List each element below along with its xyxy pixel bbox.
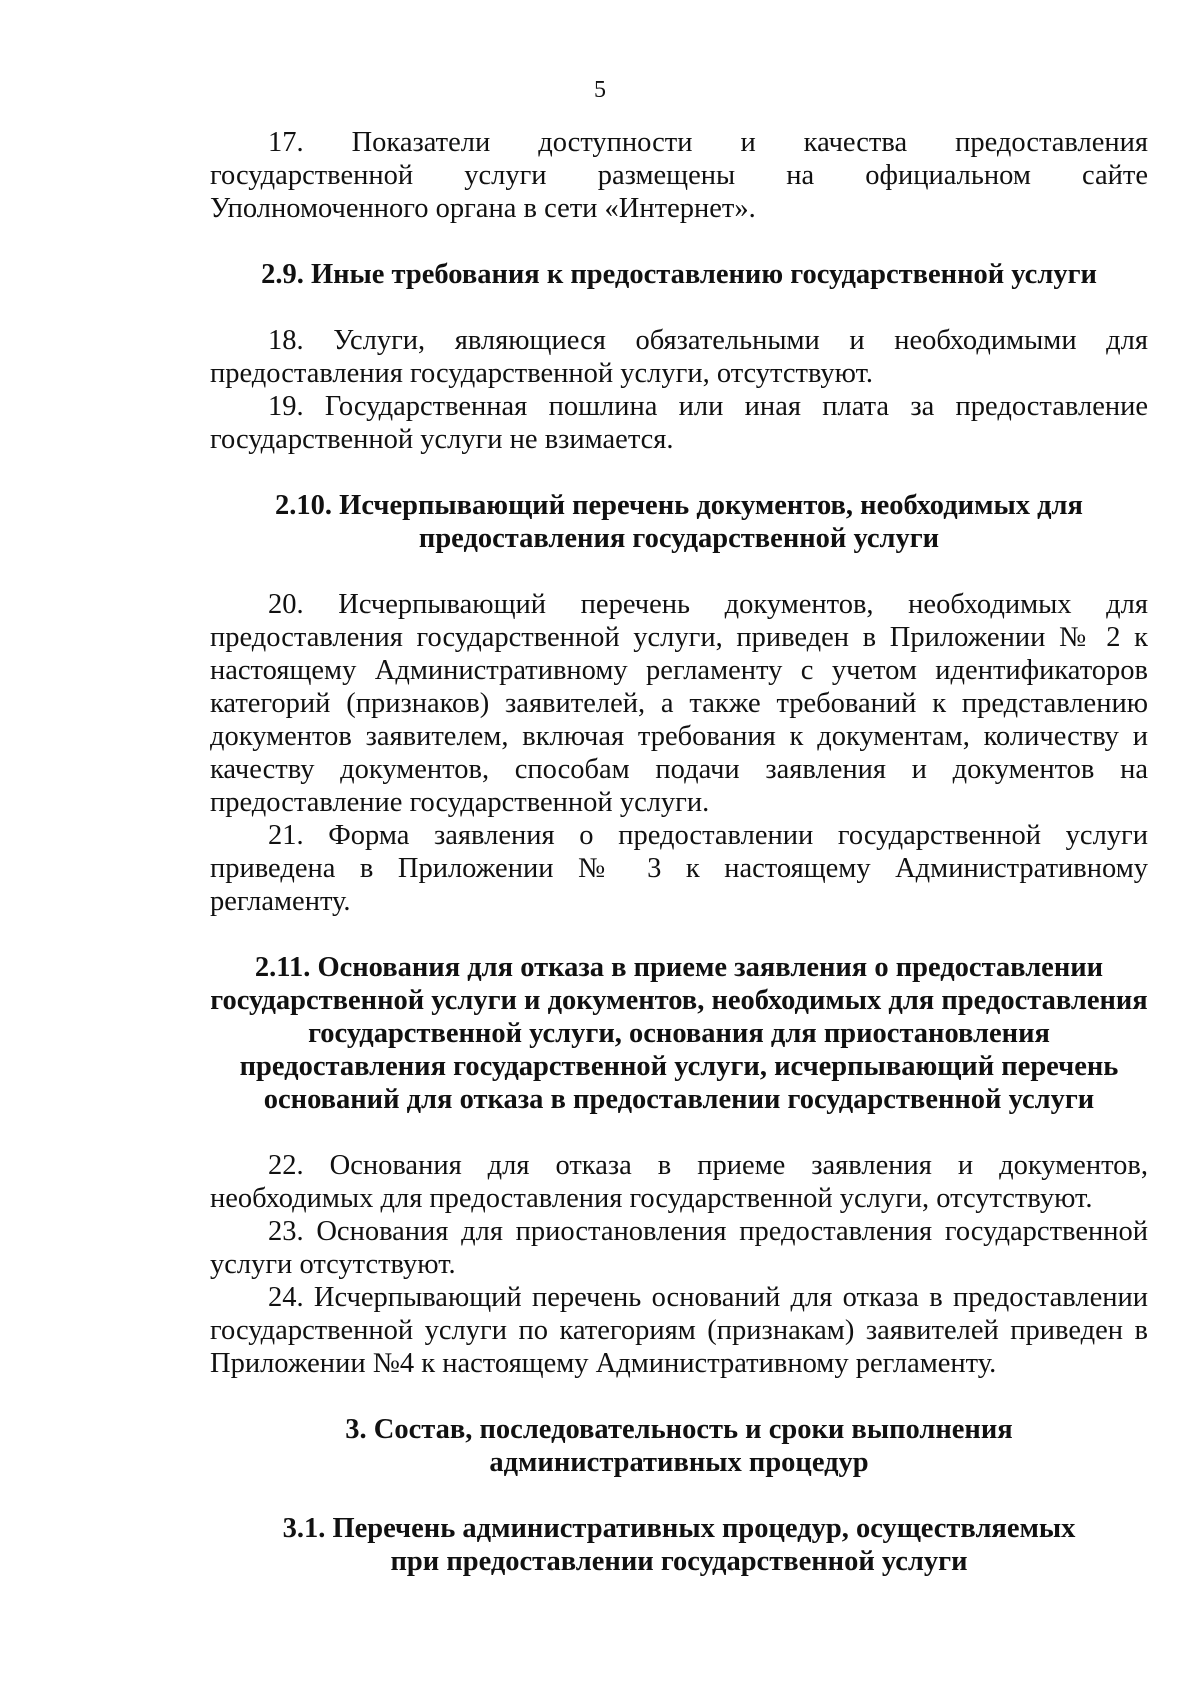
heading-line: 2.11. Основания для отказа в приеме заявления о предоставлении xyxy=(254,952,1104,983)
paragraph-18: 18. Услуги, являющиеся обязательными и необходимыми для предоставления государственной услуги, отсутствуют. xyxy=(210,325,1148,389)
heading-line: 3. Состав, последовательность и сроки выполнения xyxy=(345,1414,1013,1445)
heading-line: 3.1. Перечень административных процедур, осуществляемых xyxy=(282,1513,1076,1544)
heading-line: оснований для отказа в предоставлении государственной услуги xyxy=(263,1084,1095,1115)
heading-2-9 xyxy=(210,258,1148,291)
paragraph-23: 23. Основания для приостановления предоставления государственной услуги отсутствуют. xyxy=(210,1216,1148,1280)
document-body xyxy=(210,126,1148,1578)
heading-line: государственной услуги и документов, необходимых для предоставления xyxy=(210,985,1148,1016)
paragraph-24: 24. Исчерпывающий перечень оснований для отказа в предоставлении государственной услуги по категориям (признакам) заявителей приведен в Приложении №4 к настоящему Административному регламенту. xyxy=(210,1282,1148,1379)
heading-3-1 xyxy=(210,1512,1148,1578)
heading-line: административных процедур xyxy=(489,1447,869,1478)
page-number: 5 xyxy=(594,77,606,103)
heading-2-11 xyxy=(210,951,1148,1116)
heading-line: предоставления государственной услуги, исчерпывающий перечень xyxy=(239,1051,1119,1082)
paragraph-17: 17. Показатели доступности и качества предоставления государственной услуги размещены на официальном сайте Уполномоченного органа в сети «Интернет». xyxy=(210,127,1148,224)
heading-line: государственной услуги, основания для приостановления xyxy=(308,1018,1050,1049)
paragraph-21: 21. Форма заявления о предоставлении государственной услуги приведена в Приложении № 3 к настоящему Административному регламенту. xyxy=(210,820,1148,917)
paragraph-20: 20. Исчерпывающий перечень документов, необходимых для предоставления государственной услуги, приведен в Приложении № 2 к настоящему Административному регламенту с учетом идентификаторов категорий (признаков) заявителей, а также требований к представлению документов заявителем, включая требования к документам, количеству и качеству документов, способам подачи заявления и документов на предоставление государственной услуги. xyxy=(210,589,1148,818)
heading-line: 2.9. Иные требования к предоставлению государственной услуги xyxy=(261,259,1097,290)
heading-section-3 xyxy=(210,1413,1148,1479)
heading-line: при предоставлении государственной услуги xyxy=(390,1546,968,1577)
paragraph-22: 22. Основания для отказа в приеме заявления и документов, необходимых для предоставления государственной услуги, отсутствуют. xyxy=(210,1150,1148,1214)
heading-2-10 xyxy=(210,489,1148,555)
heading-line: 2.10. Исчерпывающий перечень документов, необходимых для xyxy=(275,490,1083,521)
paragraph-19: 19. Государственная пошлина или иная плата за предоставление государственной услуги не взимается. xyxy=(210,391,1148,455)
heading-line: предоставления государственной услуги xyxy=(418,523,940,554)
